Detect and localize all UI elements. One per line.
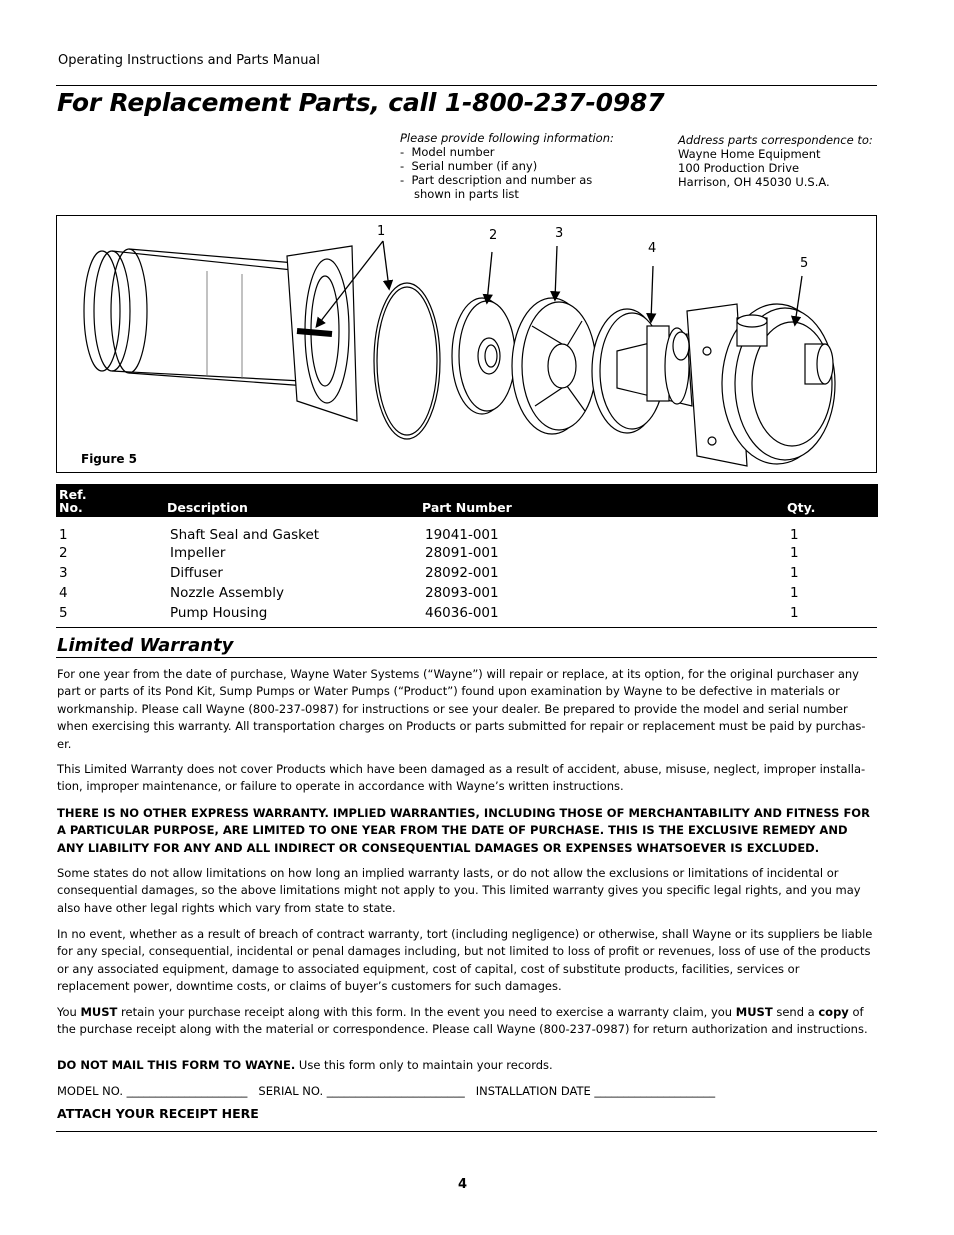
address-line: 100 Production Drive: [678, 161, 800, 175]
col-part-number: Part Number: [422, 500, 512, 515]
cell-description: Pump Housing: [170, 605, 268, 621]
nozzle-assembly-icon: [592, 309, 692, 433]
section-title-warranty: Limited Warranty: [57, 635, 234, 656]
page-title: For Replacement Parts, call 1-800-237-0987: [57, 88, 665, 117]
callout-5: 5: [800, 256, 809, 271]
cell-ref: 5: [59, 605, 68, 621]
serial-no-field[interactable]: SERIAL NO. ________________________: [258, 1084, 465, 1098]
attach-receipt-label: ATTACH YOUR RECEIPT HERE: [57, 1106, 259, 1121]
callout-3: 3: [555, 226, 564, 241]
callout-1: 1: [377, 224, 386, 239]
callout-4: 4: [648, 241, 657, 256]
address-lead: Address parts correspondence to:: [678, 133, 873, 147]
warranty-paragraph-7: DO NOT MAIL THIS FORM TO WAYNE. Use this form only to maintain your records.: [57, 1058, 553, 1072]
parts-table: [56, 484, 878, 623]
cell-part-number: 28093-001: [425, 585, 499, 601]
cell-part-number: 28092-001: [425, 565, 499, 581]
warranty-paragraph-4: Some states do not allow limitations on how long an implied warranty lasts, or do not allow the exclusions or limitations of incidental or consequential damages, so the above limitations might not apply to you. This limited warranty gives you specific legal rights, and you may also have other legal rights which vary from state to state.: [57, 866, 861, 915]
cell-qty: 1: [790, 605, 799, 621]
table-bottom-rule: [56, 627, 877, 628]
cell-part-number: 46036-001: [425, 605, 499, 621]
list-item: - Model number: [400, 145, 495, 159]
provide-info-block: [400, 131, 640, 201]
header-rule: [56, 85, 877, 86]
cell-description: Nozzle Assembly: [170, 585, 284, 601]
cell-description: Diffuser: [170, 565, 223, 581]
warranty-disclaimer: THERE IS NO OTHER EXPRESS WARRANTY. IMPLIED WARRANTIES, INCLUDING THOSE OF MERCHANTABILITY AND FITNESS FOR A PARTICULAR PURPOSE, ARE LIMITED TO ONE YEAR FROM THE DATE OF PURCHASE. THIS IS THE EXCLUSIVE REMEDY AND ANY LIABILITY FOR ANY AND ALL INDIRECT OR CONSEQUENTIAL DAMAGES OR EXPENSES WHATSOEVER IS EXCLUDED.: [57, 806, 870, 855]
col-ref: Ref. No.: [59, 487, 87, 515]
diffuser-icon: [512, 298, 596, 434]
pump-exploded-diagram: [57, 216, 876, 472]
cell-part-number: 19041-001: [425, 527, 499, 543]
footer-rule: [56, 1131, 877, 1132]
motor-icon: [84, 246, 357, 421]
list-item: - Serial number (if any): [400, 159, 538, 173]
record-fields: [57, 1084, 715, 1098]
cell-qty: 1: [790, 527, 799, 543]
address-line: Wayne Home Equipment: [678, 147, 821, 161]
cell-ref: 3: [59, 565, 68, 581]
model-no-field[interactable]: MODEL NO. _____________________: [57, 1084, 248, 1098]
table-row: [56, 543, 878, 563]
figure-5-box: [56, 215, 877, 473]
table-row: [56, 517, 878, 543]
warranty-paragraph-1: For one year from the date of purchase, Wayne Water Systems (“Wayne”) will repair or replace, at its option, for the original purchaser any part or parts of its Pond Kit, Sump Pumps or Water Pumps (“Product”) found upon examination by Wayne to be defective in materials or workmanship. Please call Wayne (800-237-0987) for instructions or see your dealer. Be prepared to provide the model and serial number when exercising this warranty. All transportation charges on Products or parts submitted for repair or replacement must be paid by purchas-er.: [57, 667, 866, 751]
running-header: Operating Instructions and Parts Manual: [58, 53, 321, 68]
col-qty: Qty.: [787, 500, 816, 515]
address-block: [678, 133, 878, 189]
figure-label: Figure 5: [81, 452, 138, 466]
cell-ref: 2: [59, 545, 68, 561]
table-row: [56, 603, 878, 623]
cell-ref: 1: [59, 527, 68, 543]
cell-description: Impeller: [170, 545, 226, 561]
section-rule: [56, 657, 877, 658]
impeller-icon: [452, 298, 515, 414]
table-row: [56, 583, 878, 603]
pump-housing-icon: [687, 304, 835, 466]
page-number: 4: [458, 1177, 468, 1192]
col-description: Description: [167, 500, 248, 515]
warranty-paragraph-6: You MUST retain your purchase receipt along with this form. In the event you need to exercise a warranty claim, you MUST send a copy of the purchase receipt along with the material or correspondence. Please call Wayne (800-237-0987) for return authorization and instructions.: [57, 1005, 868, 1037]
cell-description: Shaft Seal and Gasket: [170, 527, 320, 543]
warranty-paragraph-2: This Limited Warranty does not cover Products which have been damaged as a result of accident, abuse, misuse, neglect, improper installa-tion, improper maintenance, or failure to operate in accordance with Wayne’s written instructions.: [57, 762, 866, 794]
parts-table-header: [56, 484, 878, 517]
address-line: Harrison, OH 45030 U.S.A.: [678, 175, 830, 189]
cell-qty: 1: [790, 585, 799, 601]
provide-info-list: [400, 145, 640, 201]
gasket-icon: [374, 283, 440, 439]
cell-qty: 1: [790, 545, 799, 561]
warranty-paragraph-5: In no event, whether as a result of breach of contract warranty, tort (including negligence) or otherwise, shall Wayne or its suppliers be liable for any special, consequential, incidental or penal damages including, but not limited to loss of profit or revenues, loss of use of the products or any associated equipment, damage to associated equipment, cost of capital, cost of substitute products, facilities, services or replacement power, downtime costs, or claims of buyer’s customers for such damages.: [57, 927, 873, 994]
cell-qty: 1: [790, 565, 799, 581]
list-item: - Part description and number as shown in parts list: [400, 173, 593, 201]
cell-ref: 4: [59, 585, 68, 601]
callout-2: 2: [489, 228, 498, 243]
cell-part-number: 28091-001: [425, 545, 499, 561]
table-row: [56, 563, 878, 583]
installation-date-field[interactable]: INSTALLATION DATE _____________________: [475, 1084, 716, 1098]
provide-info-lead: Please provide following information:: [400, 131, 614, 145]
